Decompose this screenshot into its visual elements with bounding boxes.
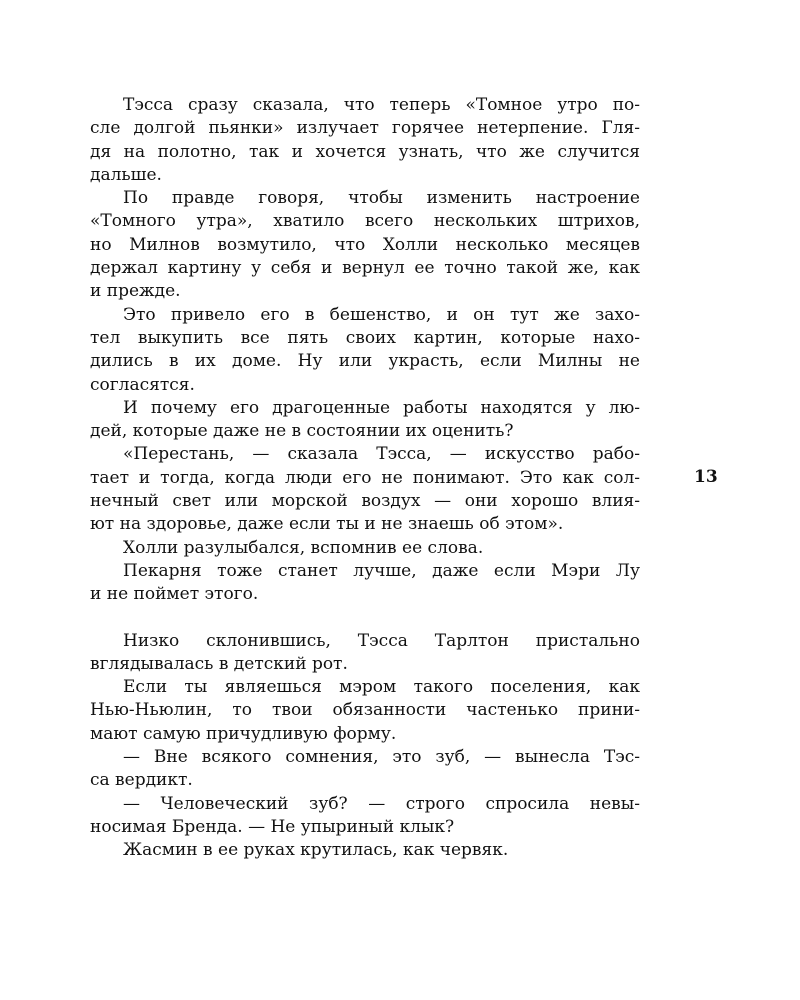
text-line: вглядывалась в детский рот. <box>90 653 348 674</box>
text-line: ют на здоровье, даже если ты и не знаешь об этом». <box>90 514 564 535</box>
text-line: «Томного утра», хватило всего нескольких штрихов, <box>90 211 640 232</box>
text-line: и не поймет этого. <box>90 584 259 605</box>
text-line: дя на полотно, так и хочется узнать, что же случится <box>90 141 640 162</box>
text-line: «Перестань, — сказала Тэсса, — искусство рабо- <box>123 444 640 465</box>
text-section-2 <box>90 630 640 863</box>
text-line: Если ты являешься мэром такого поселения, как <box>123 677 640 698</box>
text-line: мают самую причудливую форму. <box>90 723 397 744</box>
text-line: И почему его драгоценные работы находятся у лю- <box>123 397 640 418</box>
text-line: тел выкупить все пять своих картин, которые нахо- <box>90 327 640 348</box>
text-section-1 <box>90 94 640 607</box>
text-line: Холли разулыбался, вспомнив ее слова. <box>123 537 484 558</box>
text-line: са вердикт. <box>90 770 193 791</box>
text-line: тает и тогда, когда люди его не понимают. Это как сол- <box>90 467 640 488</box>
text-line: согласятся. <box>90 374 195 395</box>
text-line: нечный свет или морской воздух — они хорошо влия- <box>90 491 640 512</box>
text-line: и прежде. <box>90 281 181 302</box>
page-number: 13 <box>694 467 718 487</box>
text-line: По правде говоря, чтобы изменить настроение <box>123 188 640 209</box>
text-line: носимая Бренда. — Не упыриный клык? <box>90 816 455 837</box>
book-page-text <box>90 94 640 863</box>
text-line: — Вне всякого сомнения, это зуб, — вынесла Тэс- <box>123 747 640 768</box>
text-line: дились в их доме. Ну или украсть, если Милны не <box>90 351 640 372</box>
text-line: сле долгой пьянки» излучает горячее нетерпение. Гля- <box>90 118 640 139</box>
text-line: Жасмин в ее руках крутилась, как червяк. <box>123 840 509 861</box>
text-line: держал картину у себя и вернул ее точно такой же, как <box>90 258 640 279</box>
text-line: но Милнов возмутило, что Холли несколько месяцев <box>90 234 640 255</box>
text-line: дальше. <box>90 164 162 185</box>
text-line: Тэсса сразу сказала, что теперь «Томное утро по- <box>123 95 640 115</box>
section-break <box>90 607 640 630</box>
text-line: Пекарня тоже станет лучше, даже если Мэри Лу <box>123 560 640 581</box>
text-line: — Человеческий зуб? — строго спросила невы- <box>123 793 640 814</box>
text-line: дей, которые даже не в состоянии их оценить? <box>90 421 514 442</box>
text-line: Нью-Ньюлин, то твои обязанности частенько прини- <box>90 700 640 721</box>
text-line: Это привело его в бешенство, и он тут же захо- <box>123 304 640 325</box>
text-line: Низко склонившись, Тэсса Тарлтон пристально <box>123 630 640 651</box>
